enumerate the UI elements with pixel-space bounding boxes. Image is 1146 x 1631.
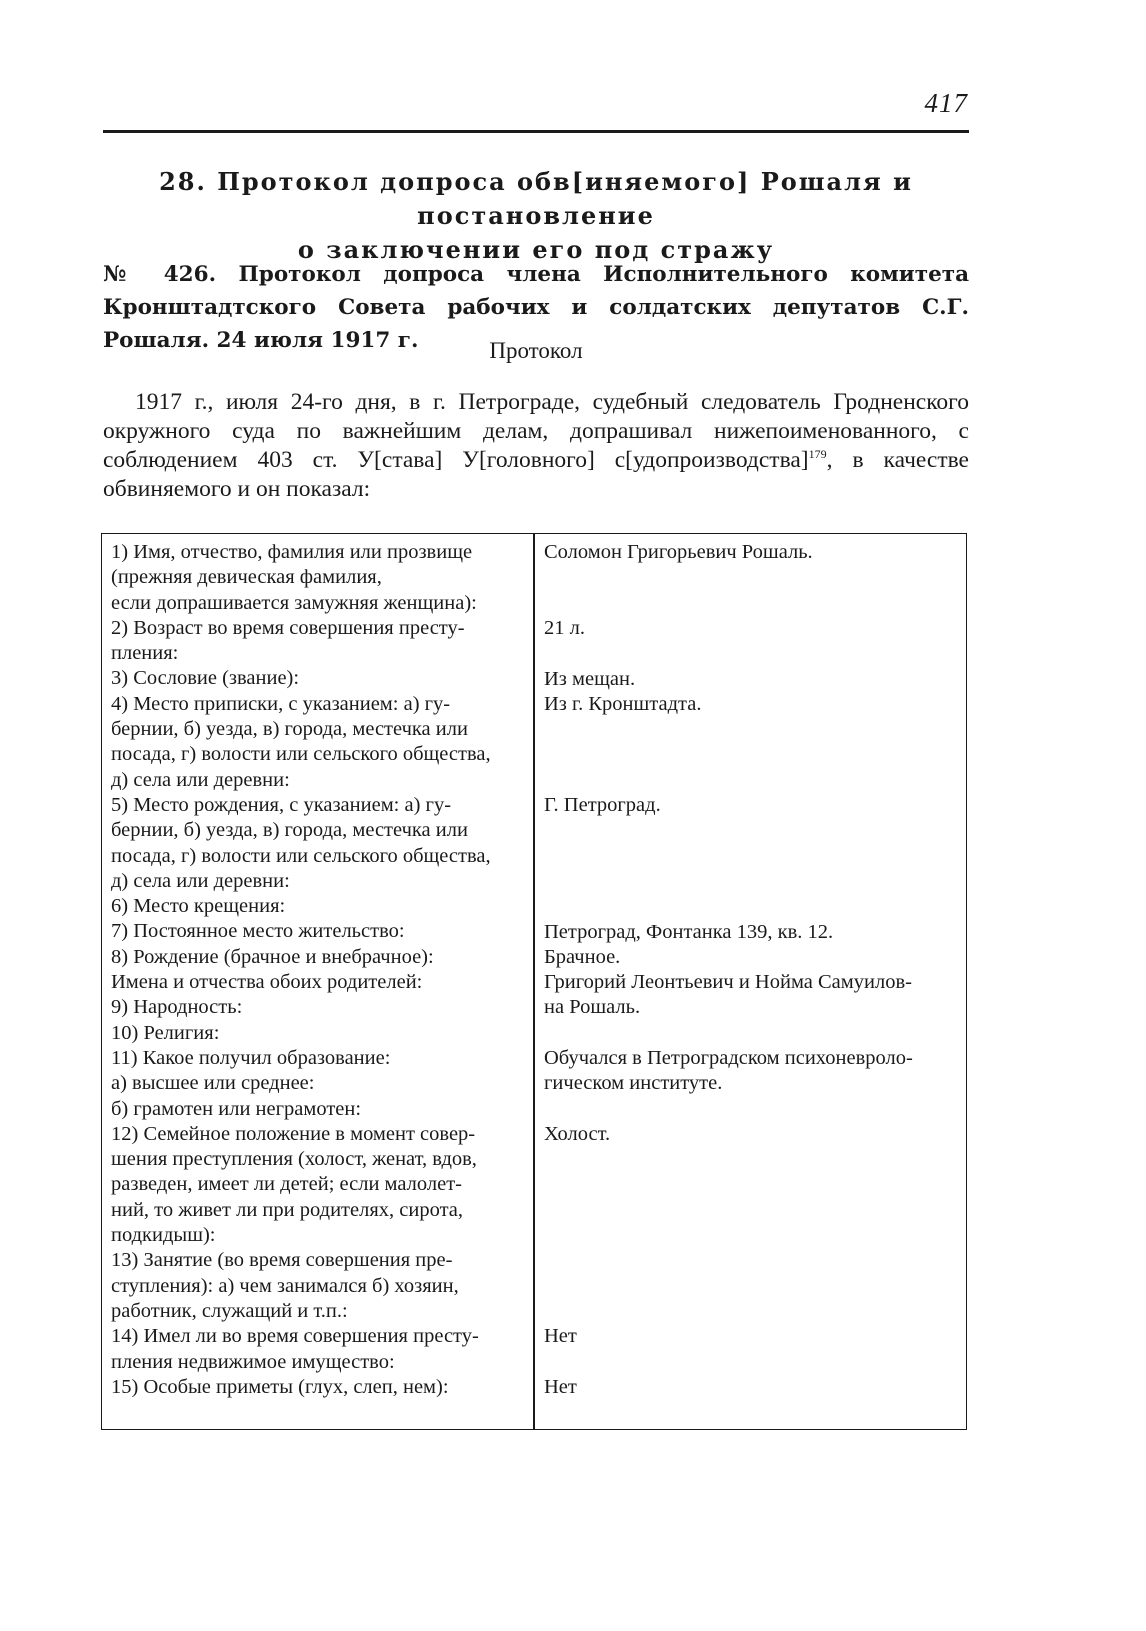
chapter-title <box>103 165 969 267</box>
answer-6: Петроград, Фонтанка 139, кв. 12. <box>544 920 834 943</box>
column-divider <box>533 534 535 1429</box>
answer-4: Из г. Кронштадта. <box>544 692 702 715</box>
intro-paragraph <box>103 388 969 504</box>
answer-1: Соломон Григорьевич Рошаль. <box>544 541 813 563</box>
header-rule <box>103 130 969 133</box>
chapter-title-text: 28. Протокол допроса обв[иняемого] Рошаля и постановление о заключении его под стражу <box>159 167 913 264</box>
questions-text: 1) Имя, отчество, фамилия или прозвище (прежняя девическая фамилия, если допрашивается замужняя женщина): 2) Возраст во время совершения престу- пления: 3) Сословие (звание): 4) Место приписки, с указанием: а) гу- бернии, б) уезда, в) города, местечка или посада, г) волости или сельского общества, д) села или деревни: 5) Место рождения, с указанием: а) гу- бернии, б) уезда, в) города, местечка или посада, г) волости или сельского общества, д) села или деревни: 6) Место крещения: 7) Постоянное место жительство: 8) Рождение (брачное и внебрачное): Имена и отчества обоих родителей: 9) Народность: 10) Религия: 11) Какое получил образование: а) высшее или среднее: б) грамотен или неграмотен: 12) Семейное положение в момент совер- шения преступления (холост, женат, вдов, разведен, имеет ли детей; если малолет- ний, то живет ли при родителях, сирота, подкидыш): 13) Занятие (во время совершения пре- ступления): а) чем занимался б) хозяин, работник, служащий и т.п.: 14) Имел ли во время совершения престу- пления недвижимое имущество: 15) Особые приметы (глух, слеп, нем): <box>111 541 491 1398</box>
interrogation-form-table <box>101 533 967 1430</box>
answer-10: Холост. <box>544 1122 611 1145</box>
document-heading: Протокол <box>489 338 583 363</box>
page-number: 417 <box>924 88 968 118</box>
answer-2: 21 л. <box>544 616 585 639</box>
answer-11: Нет <box>544 1325 577 1348</box>
answer-3: Из мещан. <box>544 667 636 690</box>
intro-text: 1917 г., июля 24-го дня, в г. Петрограде, судебный следователь Гродненского окружного суда по важнейшим делам, допрашивал нижепоименованного, с соблюдением 403 ст. У[става] У[головного] с[удопроизводства] <box>103 389 969 473</box>
footnote-reference: 179 <box>808 447 827 462</box>
answer-8: Григорий Леонтьевич и Нойма Самуилов- на Рошаль. <box>544 971 912 1019</box>
intro-text-end: , в качестве обвиняемого и он показал: <box>103 447 969 502</box>
answer-5: Г. Петроград. <box>544 794 661 816</box>
answer-7: Брачное. <box>544 945 621 968</box>
document-title: № 426. Протокол допроса члена Исполнительного комитета Кронштадтского Совета рабочих и солдатских депутатов С.Г. Рошаля. 24 июля 1917 г. <box>103 262 969 353</box>
questions-column <box>111 540 526 1400</box>
answer-9: Обучался в Петроградском психоневроло- гическом институте. <box>544 1047 913 1095</box>
answer-12: Нет <box>544 1375 577 1398</box>
